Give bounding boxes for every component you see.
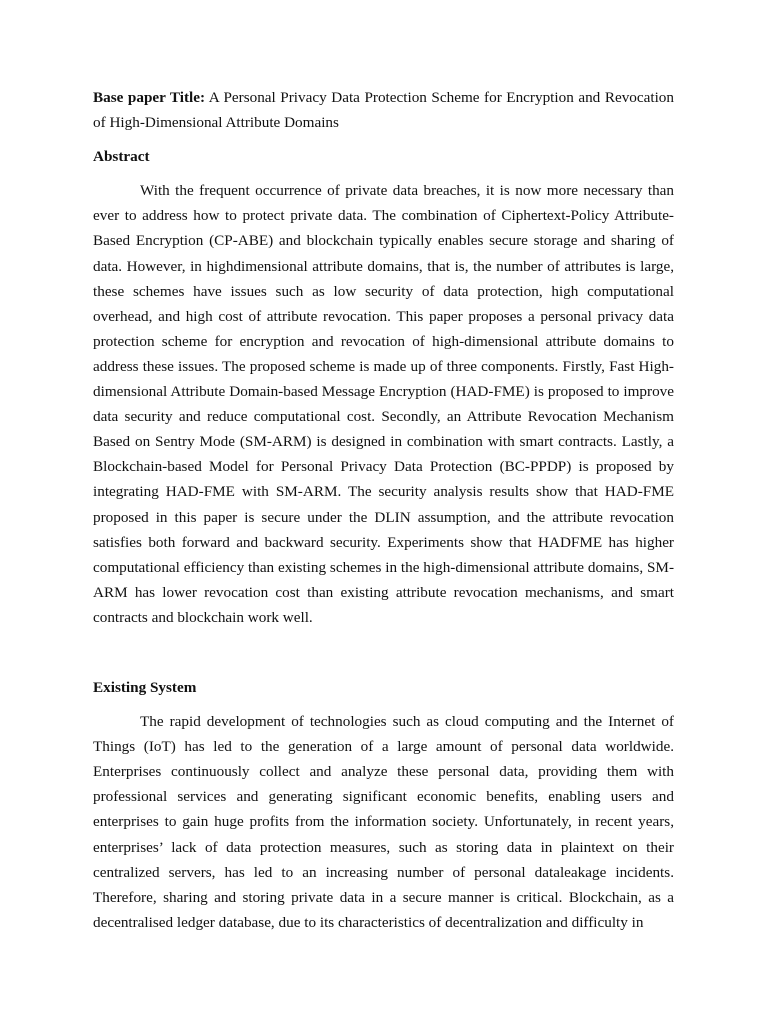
document-page: [93, 85, 674, 935]
existing-system-heading: Existing System: [93, 678, 197, 696]
abstract-body: With the frequent occurrence of private data breaches, it is now more necessary than ever to address how to protect private data. The combination of Ciphertext-Policy Attribute-Based Encryption (CP-ABE) and blockchain typically enables secure storage and sharing of data. However, in highdimensional attribute domains, that is, the number of attributes is large, these schemes have issues such as low security of data protection, high computational overhead, and high cost of attribute revocation. This paper proposes a personal privacy data protection scheme for encryption and revocation of high-dimensional attribute domains to address these issues. The proposed scheme is made up of three components. Firstly, Fast High-dimensional Attribute Domain-based Message Encryption (HAD-FME) is proposed to improve data security and reduce computational cost. Secondly, an Attribute Revocation Mechanism Based on Sentry Mode (SM-ARM) is designed in combination with smart contracts. Lastly, a Blockchain-based Model for Personal Privacy Data Protection (BC-PPDP) is proposed by integrating HAD-FME with SM-ARM. The security analysis results show that HAD-FME proposed in this paper is secure under the DLIN assumption, and the attribute revocation satisfies both forward and backward security. Experiments show that HADFME has higher computational efficiency than existing schemes in the high-dimensional attribute domains, SM-ARM has lower revocation cost than existing attribute revocation mechanisms, and smart contracts and blockchain work well.: [93, 182, 674, 626]
paper-title-label: Base paper Title:: [93, 89, 206, 106]
paper-title-text: A Personal Privacy Data Protection Scheme for Encryption and Revocation of High-Dimensional Attribute Domains: [93, 89, 674, 132]
existing-system-body: The rapid development of technologies such as cloud computing and the Internet of Things (IoT) has led to the generation of a large amount of personal data worldwide. Enterprises continuously collect and analyze these personal data, providing them with professional services and generating significant economic benefits, enabling users and enterprises to gain huge profits from the information society. Unfortunately, in recent years, enterprises’ lack of data protection measures, such as storing data in plaintext on their centralized servers, has led to an increasing number of personal dataleakage incidents. Therefore, sharing and storing private data in a secure manner is critical. Blockchain, as a decentralised ledger database, due to its characteristics of decentralization and difficulty in: [93, 713, 674, 931]
abstract-heading: Abstract: [93, 148, 150, 166]
paper-title: [93, 85, 674, 135]
